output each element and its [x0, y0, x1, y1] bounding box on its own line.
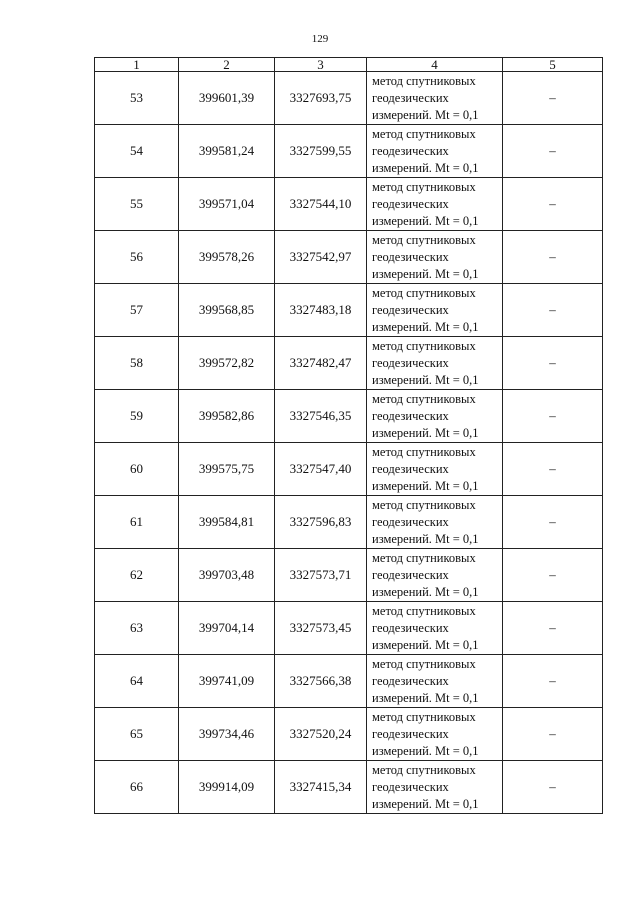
method-text: метод спутниковых геодезических измерений. Mt = 0,1: [372, 709, 479, 758]
note-text: –: [549, 196, 556, 211]
point-number-cell: [95, 655, 179, 708]
point-number-cell: [95, 125, 179, 178]
y-coordinate-text: 3327596,83: [289, 514, 352, 529]
x-coordinate-cell: [179, 284, 275, 337]
point-number-text: 63: [130, 620, 143, 635]
table-row: [95, 284, 603, 337]
method-text: метод спутниковых геодезических измерений. Mt = 0,1: [372, 285, 479, 334]
y-coordinate-cell: [275, 390, 367, 443]
point-number-text: 58: [130, 355, 143, 370]
point-number-text: 57: [130, 302, 143, 317]
method-cell: [367, 655, 503, 708]
note-cell: [503, 708, 603, 761]
point-number-text: 54: [130, 143, 143, 158]
x-coordinate-text: 399568,85: [198, 302, 255, 317]
method-text: метод спутниковых геодезических измерений. Mt = 0,1: [372, 126, 479, 175]
x-coordinate-cell: [179, 708, 275, 761]
x-coordinate-text: 399734,46: [198, 726, 255, 741]
page-number: 129: [311, 33, 329, 45]
note-cell: [503, 443, 603, 496]
method-text: метод спутниковых геодезических измерений. Mt = 0,1: [372, 232, 479, 281]
y-coordinate-text: 3327482,47: [289, 355, 352, 370]
note-text: –: [549, 673, 556, 688]
note-cell: [503, 337, 603, 390]
note-text: –: [549, 143, 556, 158]
y-coordinate-text: 3327544,10: [289, 196, 352, 211]
point-number-cell: [95, 231, 179, 284]
y-coordinate-text: 3327546,35: [289, 408, 352, 423]
x-coordinate-text: 399571,04: [198, 196, 255, 211]
method-text: метод спутниковых геодезических измерений. Mt = 0,1: [372, 179, 479, 228]
y-coordinate-cell: [275, 72, 367, 125]
note-text: –: [549, 567, 556, 582]
x-coordinate-cell: [179, 602, 275, 655]
point-number-text: 65: [130, 726, 143, 741]
column-header-1: 1: [95, 58, 179, 72]
x-coordinate-text: 399704,14: [198, 620, 255, 635]
method-text: метод спутниковых геодезических измерений. Mt = 0,1: [372, 73, 479, 122]
y-coordinate-text: 3327573,45: [289, 620, 352, 635]
table-row: [95, 178, 603, 231]
x-coordinate-cell: [179, 125, 275, 178]
point-number-text: 60: [130, 461, 143, 476]
coordinates-table: [94, 57, 603, 814]
point-number-cell: [95, 337, 179, 390]
method-cell: [367, 284, 503, 337]
method-text: метод спутниковых геодезических измерений. Mt = 0,1: [372, 656, 479, 705]
y-coordinate-text: 3327599,55: [289, 143, 352, 158]
method-cell: [367, 761, 503, 814]
y-coordinate-cell: [275, 125, 367, 178]
y-coordinate-cell: [275, 443, 367, 496]
y-coordinate-text: 3327693,75: [289, 90, 352, 105]
point-number-cell: [95, 72, 179, 125]
x-coordinate-cell: [179, 549, 275, 602]
table-row: [95, 496, 603, 549]
note-text: –: [549, 408, 556, 423]
y-coordinate-cell: [275, 602, 367, 655]
method-text: метод спутниковых геодезических измерений. Mt = 0,1: [372, 762, 479, 811]
point-number-text: 55: [130, 196, 143, 211]
column-header-2: 2: [179, 58, 275, 72]
table-row: [95, 708, 603, 761]
column-header-4: 4: [367, 58, 503, 72]
point-number-text: 64: [130, 673, 143, 688]
y-coordinate-cell: [275, 284, 367, 337]
x-coordinate-text: 399741,09: [198, 673, 255, 688]
table-row: [95, 655, 603, 708]
note-text: –: [549, 620, 556, 635]
x-coordinate-text: 399581,24: [198, 143, 255, 158]
x-coordinate-cell: [179, 496, 275, 549]
method-cell: [367, 390, 503, 443]
y-coordinate-text: 3327415,34: [289, 779, 352, 794]
x-coordinate-text: 399914,09: [198, 779, 255, 794]
method-text: метод спутниковых геодезических измерений. Mt = 0,1: [372, 391, 479, 440]
note-cell: [503, 72, 603, 125]
note-cell: [503, 390, 603, 443]
method-cell: [367, 337, 503, 390]
method-cell: [367, 496, 503, 549]
note-text: –: [549, 302, 556, 317]
x-coordinate-text: 399572,82: [198, 355, 255, 370]
method-text: метод спутниковых геодезических измерений. Mt = 0,1: [372, 338, 479, 387]
note-cell: [503, 496, 603, 549]
table-row: [95, 125, 603, 178]
note-cell: [503, 125, 603, 178]
point-number-cell: [95, 390, 179, 443]
method-cell: [367, 708, 503, 761]
x-coordinate-cell: [179, 761, 275, 814]
table-row: [95, 231, 603, 284]
y-coordinate-cell: [275, 655, 367, 708]
note-cell: [503, 761, 603, 814]
x-coordinate-cell: [179, 337, 275, 390]
x-coordinate-text: 399703,48: [198, 567, 255, 582]
x-coordinate-cell: [179, 443, 275, 496]
y-coordinate-text: 3327520,24: [289, 726, 352, 741]
y-coordinate-text: 3327542,97: [289, 249, 352, 264]
x-coordinate-cell: [179, 390, 275, 443]
point-number-text: 61: [130, 514, 143, 529]
point-number-cell: [95, 178, 179, 231]
method-cell: [367, 549, 503, 602]
x-coordinate-text: 399578,26: [198, 249, 255, 264]
point-number-cell: [95, 496, 179, 549]
y-coordinate-cell: [275, 178, 367, 231]
point-number-text: 66: [130, 779, 143, 794]
x-coordinate-text: 399575,75: [198, 461, 255, 476]
method-text: метод спутниковых геодезических измерений. Mt = 0,1: [372, 603, 479, 652]
method-cell: [367, 72, 503, 125]
note-cell: [503, 231, 603, 284]
x-coordinate-text: 399582,86: [198, 408, 255, 423]
y-coordinate-cell: [275, 708, 367, 761]
y-coordinate-text: 3327573,71: [289, 567, 352, 582]
note-text: –: [549, 355, 556, 370]
table-row: [95, 602, 603, 655]
y-coordinate-cell: [275, 337, 367, 390]
y-coordinate-cell: [275, 231, 367, 284]
x-coordinate-cell: [179, 72, 275, 125]
y-coordinate-text: 3327566,38: [289, 673, 352, 688]
table-row: [95, 72, 603, 125]
x-coordinate-text: 399601,39: [198, 90, 255, 105]
table-row: [95, 761, 603, 814]
method-cell: [367, 443, 503, 496]
method-text: метод спутниковых геодезических измерений. Mt = 0,1: [372, 444, 479, 493]
note-text: –: [549, 514, 556, 529]
table-row: [95, 443, 603, 496]
y-coordinate-cell: [275, 496, 367, 549]
note-cell: [503, 602, 603, 655]
y-coordinate-cell: [275, 549, 367, 602]
method-text: метод спутниковых геодезических измерений. Mt = 0,1: [372, 497, 479, 546]
note-cell: [503, 284, 603, 337]
method-cell: [367, 125, 503, 178]
x-coordinate-cell: [179, 655, 275, 708]
point-number-cell: [95, 602, 179, 655]
table-body: [95, 72, 603, 814]
x-coordinate-cell: [179, 178, 275, 231]
method-cell: [367, 231, 503, 284]
point-number-cell: [95, 284, 179, 337]
point-number-cell: [95, 549, 179, 602]
method-cell: [367, 178, 503, 231]
point-number-cell: [95, 708, 179, 761]
note-text: –: [549, 249, 556, 264]
table-row: [95, 390, 603, 443]
y-coordinate-text: 3327547,40: [289, 461, 352, 476]
table-row: [95, 337, 603, 390]
note-cell: [503, 178, 603, 231]
y-coordinate-cell: [275, 761, 367, 814]
table-row: [95, 549, 603, 602]
method-cell: [367, 602, 503, 655]
note-text: –: [549, 90, 556, 105]
point-number-cell: [95, 443, 179, 496]
column-header-5: 5: [503, 58, 603, 72]
x-coordinate-text: 399584,81: [198, 514, 255, 529]
note-cell: [503, 549, 603, 602]
table-header-row: [95, 58, 603, 72]
note-cell: [503, 655, 603, 708]
column-header-3: 3: [275, 58, 367, 72]
y-coordinate-text: 3327483,18: [289, 302, 352, 317]
point-number-text: 62: [130, 567, 143, 582]
note-text: –: [549, 726, 556, 741]
point-number-cell: [95, 761, 179, 814]
method-text: метод спутниковых геодезических измерений. Mt = 0,1: [372, 550, 479, 599]
x-coordinate-cell: [179, 231, 275, 284]
point-number-text: 56: [130, 249, 143, 264]
note-text: –: [549, 461, 556, 476]
point-number-text: 59: [130, 408, 143, 423]
note-text: –: [549, 779, 556, 794]
point-number-text: 53: [130, 90, 143, 105]
